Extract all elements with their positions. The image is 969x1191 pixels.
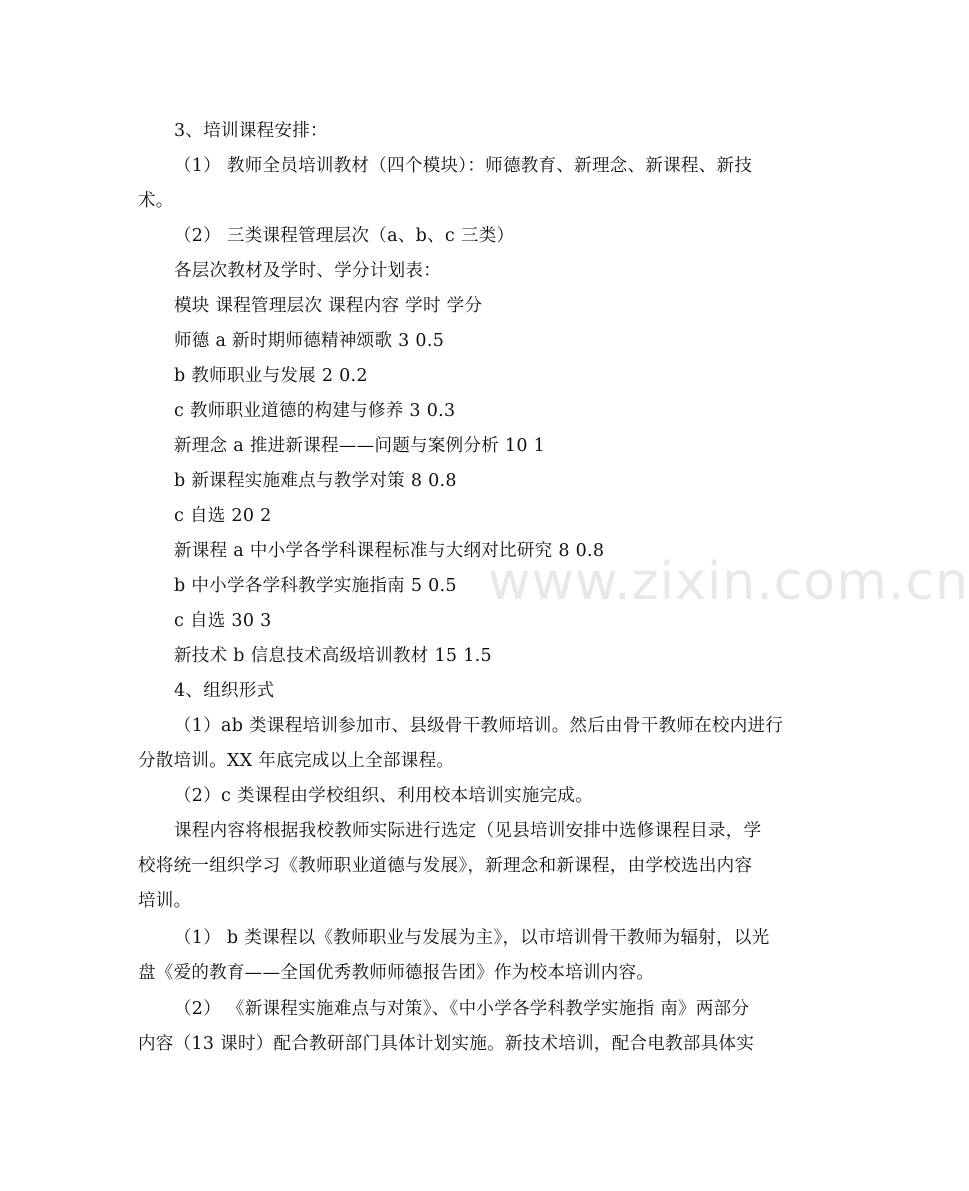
- paragraph-line: 校将统一组织学习《教师职业道德与发展》，新理念和新课程，由学校选出内容: [138, 856, 753, 876]
- table-row-line: b 教师职业与发展 2 0.2: [174, 366, 368, 386]
- paragraph-line: （2） 《新课程实施难点与对策》、《中小学各学科教学实施指 南》两部分: [174, 999, 750, 1019]
- table-row-line: c 自选 20 2: [174, 506, 272, 526]
- paragraph-line: 内容（13 课时）配合教研部门具体计划实施。新技术培训，配合电教部具体实: [138, 1034, 755, 1054]
- paragraph-line: （1） 教师全员培训教材（四个模块）：师德教育、新理念、新课程、新技: [174, 156, 753, 176]
- paragraph-line: （2）c 类课程由学校组织、利用校本培训实施完成。: [174, 786, 593, 806]
- paragraph-line: 课程内容将根据我校教师实际进行选定（见县培训安排中选修课程目录，学: [174, 821, 762, 841]
- paragraph-line: 分散培训。XX 年底完成以上全部课程。: [138, 751, 455, 771]
- paragraph-line: （1） b 类课程以《教师职业与发展为主》，以市培训骨干教师为辐射，以光: [174, 928, 770, 948]
- table-row-line: c 自选 30 3: [174, 611, 272, 631]
- table-row-line: b 新课程实施难点与教学对策 8 0.8: [174, 471, 457, 491]
- paragraph-line: （1）ab 类课程培训参加市、县级骨干教师培训。然后由骨干教师在校内进行: [174, 716, 784, 736]
- table-row-line: 新理念 a 推进新课程——问题与案例分析 10 1: [174, 436, 546, 456]
- table-row-line: b 中小学各学科教学实施指南 5 0.5: [174, 576, 457, 596]
- table-header-line: 模块 课程管理层次 课程内容 学时 学分: [174, 296, 483, 316]
- watermark: www.zixin.com.cn: [488, 552, 969, 612]
- table-row-line: 师德 a 新时期师德精神颂歌 3 0.5: [174, 331, 445, 351]
- paragraph-line: 术。: [138, 191, 174, 211]
- section-heading-course-arrangement: 3、培训课程安排：: [174, 121, 328, 141]
- table-row-line: 新课程 a 中小学各学科课程标准与大纲对比研究 8 0.8: [174, 541, 605, 561]
- paragraph-line: 培训。: [138, 891, 192, 911]
- section-heading-organization: 4、组织形式: [174, 681, 275, 701]
- paragraph-line: 盘《爱的教育——全国优秀教师师德报告团》作为校本培训内容。: [138, 963, 655, 983]
- paragraph-line: （2） 三类课程管理层次（a、b、c 三类）: [174, 226, 515, 246]
- paragraph-line: 各层次教材及学时、学分计划表：: [174, 261, 441, 281]
- table-row-line: 新技术 b 信息技术高级培训教材 15 1.5: [174, 646, 492, 666]
- table-row-line: c 教师职业道德的构建与修养 3 0.3: [174, 401, 456, 421]
